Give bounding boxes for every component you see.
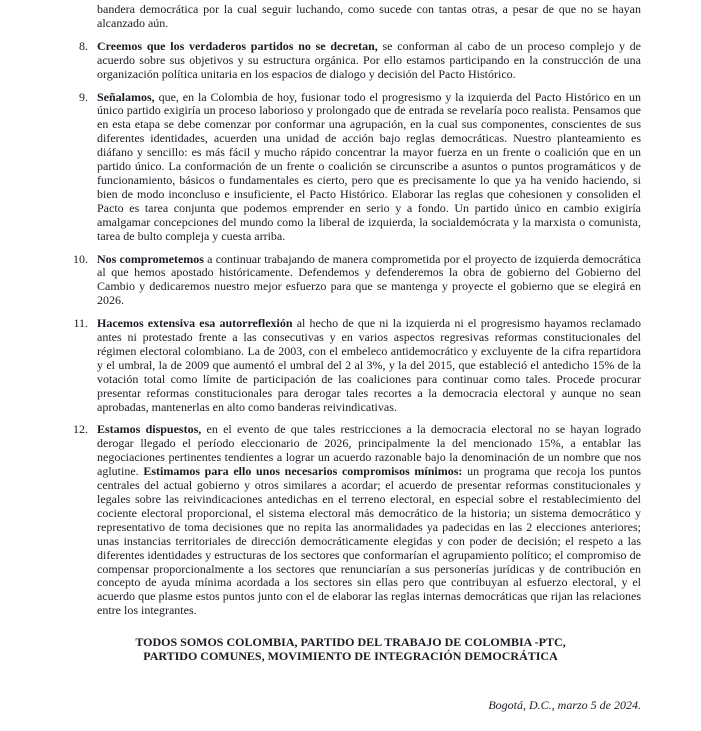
list-item [60, 423, 641, 618]
list-item [60, 91, 641, 244]
item-text: Hacemos extensiva esa autorreflexión al hecho de que ni la izquierda ni el progresismo hayamos reclamado antes ni protestado frente a las consecutivas y en varios aspectos regresivas reformas constitucionales del régimen electoral colombiano. La de 2003, con el embeleco antidemocrático y excluyente de la cifra repartidora y el umbral, la de 2009 que aumentó el umbral del 2 al 3%, y la del 2015, que estableció el antedicho 15% de la votación total como límite de participación de las coaliciones para continuar como tales. Procede procurar presentar reformas constitucionales para derogar tales recortes a la democracia electoral y aunque no sean aprobadas, mantenerlas en alto como banderas reivindicativas. [97, 316, 641, 414]
closing-heading-line: PARTIDO COMUNES, MOVIMIENTO DE INTEGRACIÓN DEMOCRÁTICA [143, 649, 558, 664]
item-number: 9. [79, 89, 88, 104]
item-text: Creemos que los verdaderos partidos no se decretan, se conforman al cabo de un proceso complejo y de acuerdo sobre sus objetivos y su estructura orgánica. Por ello estamos participando en la construcción de una organización política unitaria en los espacios de dialogo y decisión del Pacto Histórico. [97, 38, 642, 81]
closing-heading-line: TODOS SOMOS COLOMBIA, PARTIDO DEL TRABAJO DE COLOMBIA -PTC, [135, 635, 566, 650]
paragraph-continuation: bandera democrática por la cual seguir luchando, como sucede con tantas otras, a pesar de que no se hayan alcanzado aún. [97, 2, 641, 30]
item-number: 12. [73, 422, 88, 437]
list-item [60, 317, 641, 414]
item-text: Señalamos, que, en la Colombia de hoy, fusionar todo el progresismo y la izquierda del Pacto Histórico en un único partido exigiría un proceso laborioso y prolongado que de entrada se revelaría poco realista. Pensamos que en esta etapa se debe comenzar por conformar una agrupación, en la cual sus componentes, conscientes de sus diferentes identidades, acuerden una unidad de acción bajo reglas democráticas. Nuestro planteamiento es diáfano y sencillo: es más fácil y mucho rápido concentrar la mayor fuerza en un frente o coalición que en un partido único. La conformación de un frente o coalición se circunscribe a asuntos o puntos programáticos y de funcionamiento, básicos o fundamentales es cierto, pero que es precisamente lo que ya ha venido haciendo, si bien de modo inconcluso e insuficiente, el Pacto Histórico. Elaborar las reglas que cohesionen y consoliden el Pacto es tarea conjunta que podemos emprender en serio y a fondo. Un partido único en cambio exigiría amalgamar concepciones del mundo como la liberal de izquierda, la socialdemócrata y la marxista o comunista, tarea de bulto compleja y cuesta arriba. [97, 89, 641, 243]
item-number: 10. [73, 251, 88, 266]
item-text: Nos comprometemos a continuar trabajando de manera comprometida por el proyecto de izquierda democrática al que hemos apostado históricamente. Defendemos y defenderemos la obra de gobierno del Gobierno del Cambio y dedicaremos nuestro mejor esfuerzo para que se mantenga y proyecte el gobierno que se elegirá en 2026. [97, 251, 641, 308]
item-text: Estamos dispuestos, en el evento de que tales restricciones a la democracia electoral no se hayan logrado derogar llegado el período eleccionario de 2026, principalmente la del mencionado 15%, a entablar las negociaciones pertinentes tendientes a lograr un acuerdo razonable bajo la denominación de un nombre que nos aglutine. Estimamos para ello unos necesarios compromisos mínimos: un programa que recoja los puntos centrales del actual gobierno y otros similares a acordar; el acuerdo de presentar reformas constitucionales y legales sobre las reivindicaciones antedichas en el terreno electoral, en especial sobre el restablecimiento del cociente electoral proporcional, el sistema electoral más democrático de la historia; un sistema democrático y representativo de toma decisiones que no repita las anormalidades ya padecidas en las 2 elecciones anteriores; unas instancias territoriales de dirección democráticamente elegidas y con poder de decisión; el respeto a las diferentes identidades y estructuras de los sectores que conformarían el agrupamiento político; el compromiso de compensar proporcionalmente a los sectores que renunciarían a sus personerías jurídicas y de contribución en concepto de ayuda mínima acordada a los sectores sin ellas pero que contribuyan al esfuerzo electoral, y el acuerdo que plasme estos puntos junto con el de elaborar las reglas internas democráticas que rijan las relaciones entre los integrantes. [97, 422, 642, 618]
item-number: 8. [79, 38, 88, 53]
list-item [60, 40, 641, 82]
closing-heading [60, 635, 641, 663]
list-item [60, 253, 641, 309]
item-number: 11. [73, 316, 88, 331]
dateline: Bogotá, D.C., marzo 5 de 2024. [488, 697, 641, 712]
numbered-list [60, 40, 641, 618]
